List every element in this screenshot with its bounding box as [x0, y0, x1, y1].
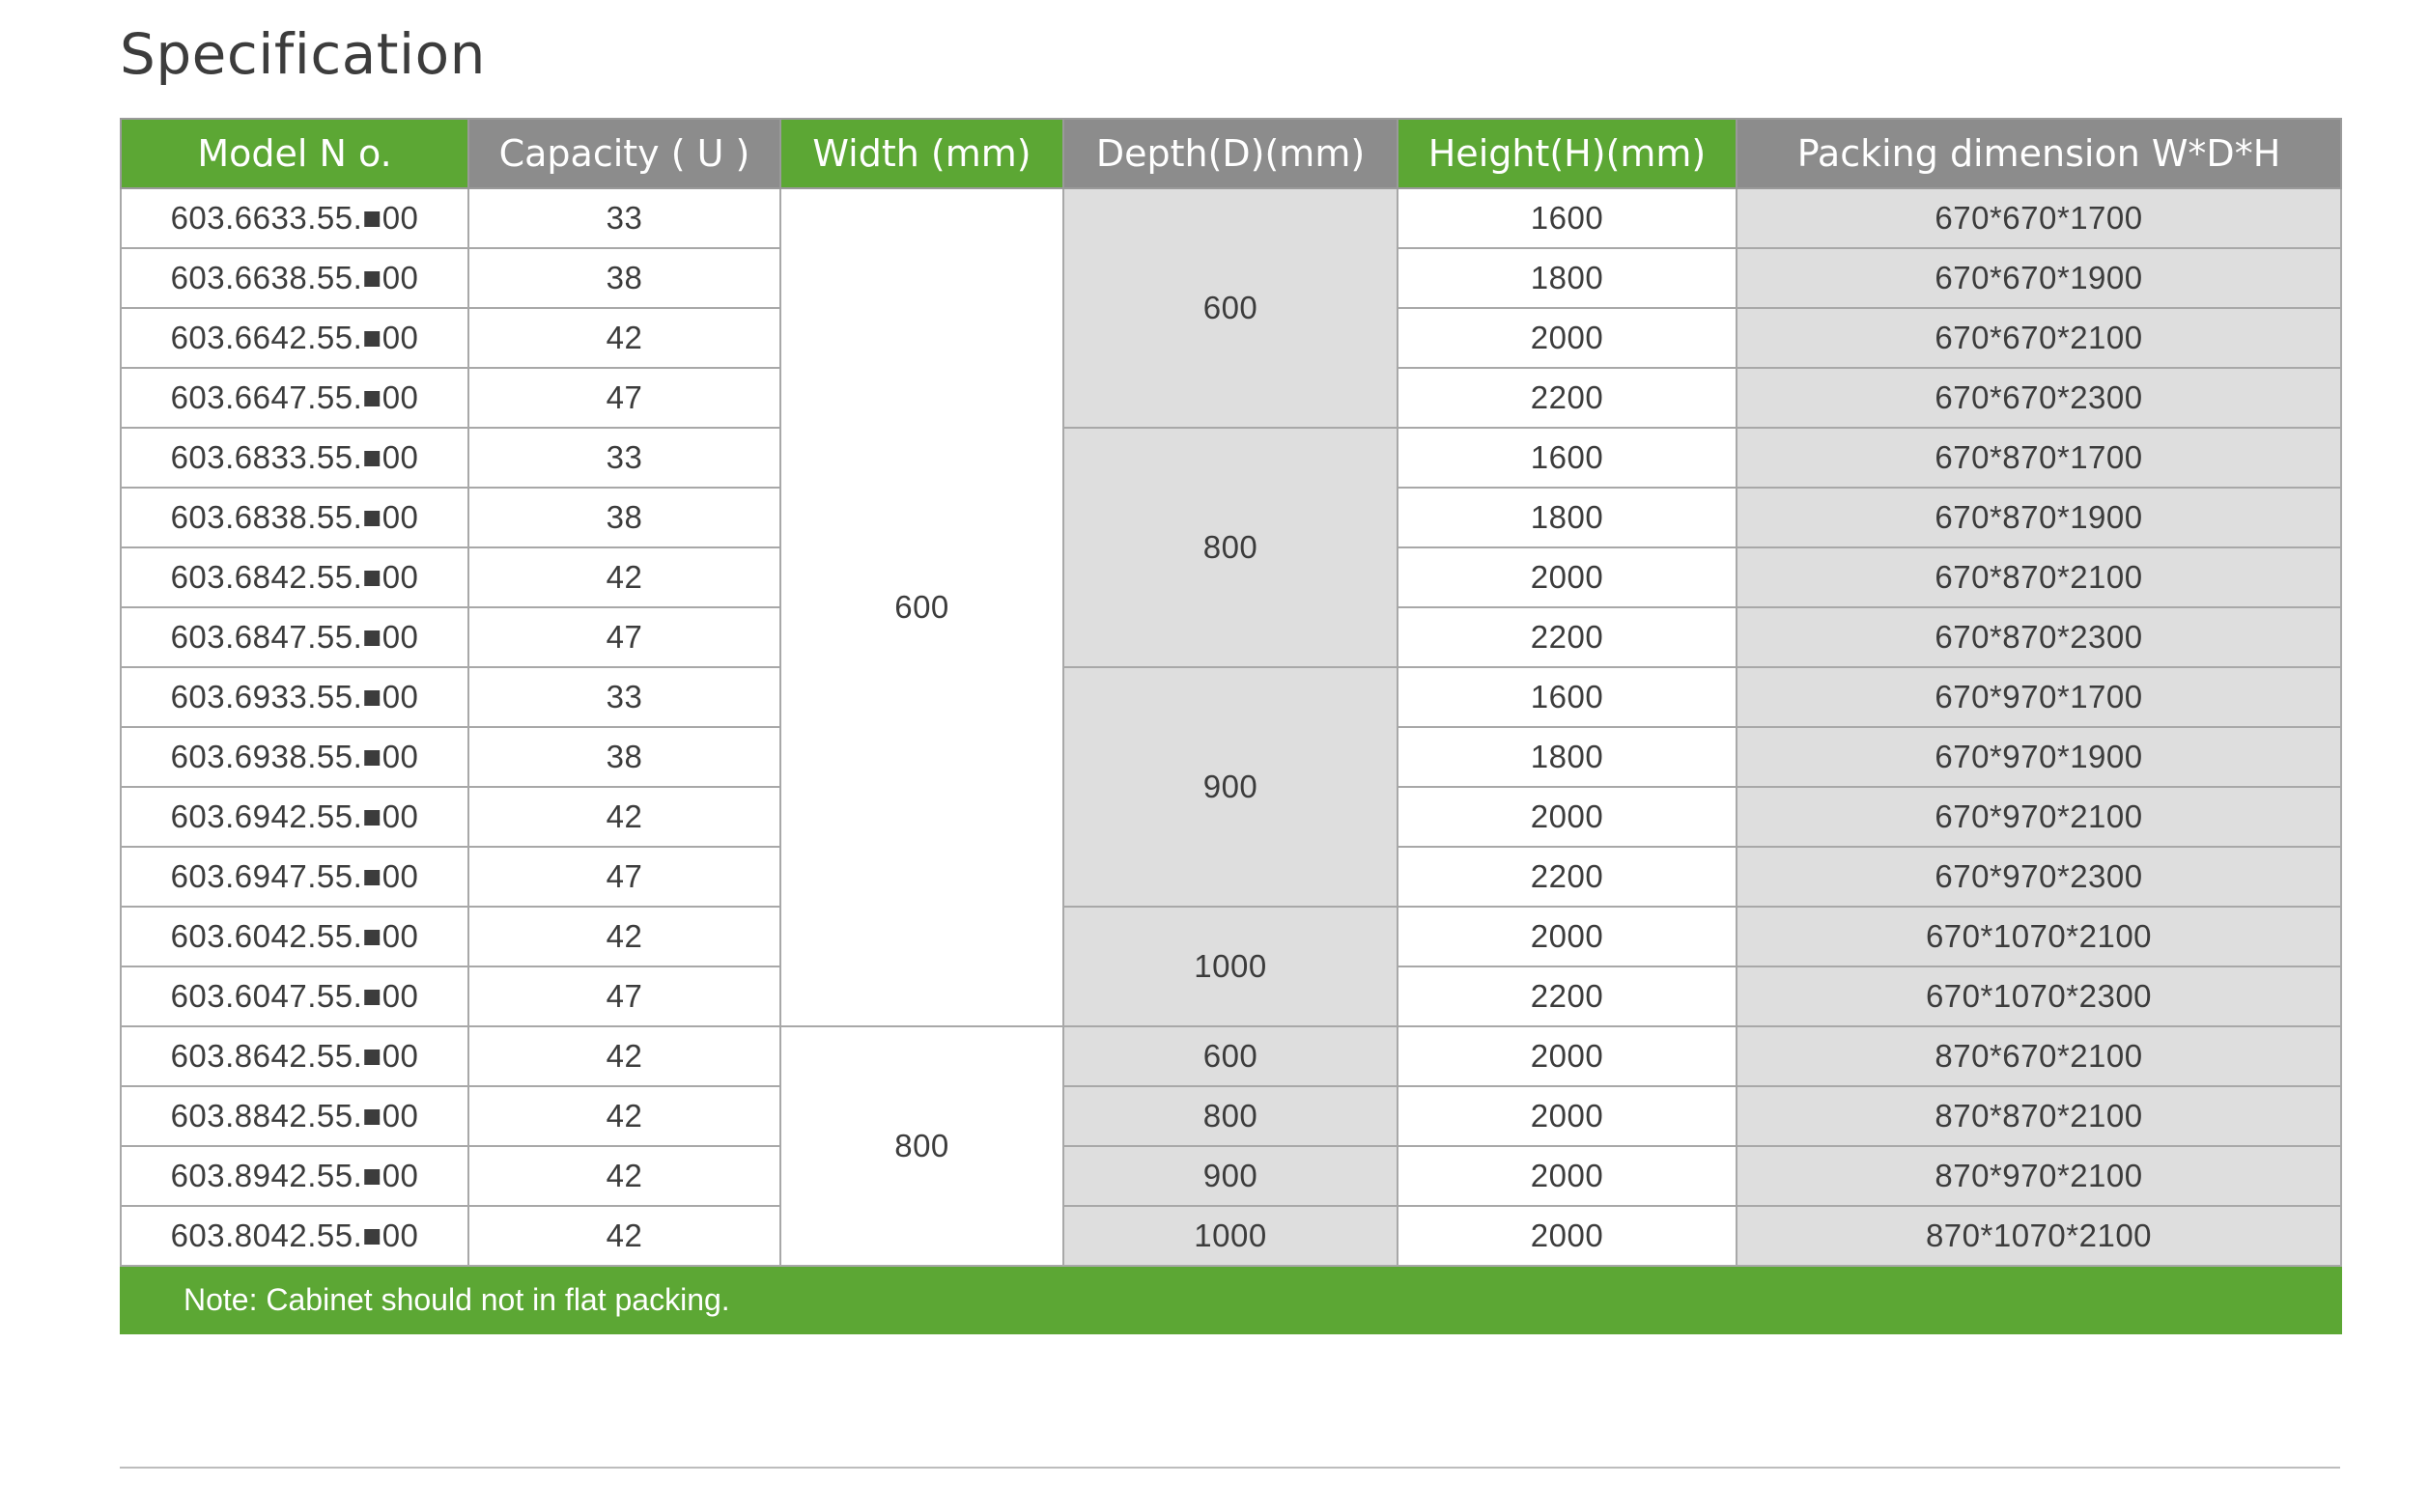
width-cell: 800: [780, 1026, 1063, 1266]
height-cell: 1600: [1398, 667, 1737, 727]
model-cell: 603.6042.55.■00: [121, 907, 468, 966]
packing-dimension-cell: 670*970*1700: [1737, 667, 2341, 727]
packing-dimension-cell: 670*970*2100: [1737, 787, 2341, 847]
model-cell: 603.6638.55.■00: [121, 248, 468, 308]
model-cell: 603.6642.55.■00: [121, 308, 468, 368]
table-row: [121, 1086, 2341, 1146]
packing-dimension-cell: 870*870*2100: [1737, 1086, 2341, 1146]
model-cell: 603.6933.55.■00: [121, 667, 468, 727]
capacity-cell: 42: [468, 1206, 780, 1266]
depth-cell: 900: [1063, 1146, 1398, 1206]
note-text: Note: Cabinet should not in flat packing.: [121, 1266, 2341, 1333]
model-cell: 603.6942.55.■00: [121, 787, 468, 847]
depth-cell: 600: [1063, 188, 1398, 428]
depth-cell: 800: [1063, 1086, 1398, 1146]
capacity-cell: 42: [468, 787, 780, 847]
bottom-divider: [120, 1467, 2340, 1469]
width-cell: 600: [780, 188, 1063, 1026]
page-title: Specification: [120, 21, 486, 87]
table-row: [121, 1206, 2341, 1266]
packing-dimension-cell: 670*670*2100: [1737, 308, 2341, 368]
packing-dimension-cell: 670*970*1900: [1737, 727, 2341, 787]
capacity-cell: 42: [468, 1026, 780, 1086]
table-header-row: [121, 119, 2341, 188]
capacity-cell: 42: [468, 1146, 780, 1206]
height-cell: 2000: [1398, 1026, 1737, 1086]
capacity-cell: 33: [468, 428, 780, 488]
height-cell: 2000: [1398, 308, 1737, 368]
model-cell: 603.6047.55.■00: [121, 966, 468, 1026]
table-row: [121, 428, 2341, 488]
packing-dimension-cell: 670*670*1700: [1737, 188, 2341, 248]
packing-dimension-cell: 870*1070*2100: [1737, 1206, 2341, 1266]
capacity-cell: 38: [468, 727, 780, 787]
header-capacity: Capacity ( U ): [468, 119, 780, 188]
height-cell: 2000: [1398, 1146, 1737, 1206]
table-row: [121, 907, 2341, 966]
height-cell: 2000: [1398, 907, 1737, 966]
model-cell: 603.6647.55.■00: [121, 368, 468, 428]
capacity-cell: 47: [468, 607, 780, 667]
height-cell: 2200: [1398, 368, 1737, 428]
table-body: [121, 188, 2341, 1266]
packing-dimension-cell: 670*1070*2100: [1737, 907, 2341, 966]
model-cell: 603.8042.55.■00: [121, 1206, 468, 1266]
depth-cell: 600: [1063, 1026, 1398, 1086]
depth-cell: 1000: [1063, 1206, 1398, 1266]
depth-cell: 1000: [1063, 907, 1398, 1026]
capacity-cell: 47: [468, 847, 780, 907]
model-cell: 603.8942.55.■00: [121, 1146, 468, 1206]
height-cell: 2200: [1398, 966, 1737, 1026]
height-cell: 1800: [1398, 727, 1737, 787]
capacity-cell: 47: [468, 368, 780, 428]
packing-dimension-cell: 670*870*1900: [1737, 488, 2341, 547]
packing-dimension-cell: 870*670*2100: [1737, 1026, 2341, 1086]
packing-dimension-cell: 870*970*2100: [1737, 1146, 2341, 1206]
header-depth: Depth(D)(mm): [1063, 119, 1398, 188]
packing-dimension-cell: 670*870*2300: [1737, 607, 2341, 667]
height-cell: 1800: [1398, 488, 1737, 547]
specification-table: [120, 118, 2342, 1334]
height-cell: 2000: [1398, 1206, 1737, 1266]
model-cell: 603.6838.55.■00: [121, 488, 468, 547]
model-cell: 603.6842.55.■00: [121, 547, 468, 607]
capacity-cell: 42: [468, 308, 780, 368]
height-cell: 2200: [1398, 847, 1737, 907]
capacity-cell: 42: [468, 907, 780, 966]
capacity-cell: 38: [468, 488, 780, 547]
height-cell: 2000: [1398, 787, 1737, 847]
capacity-cell: 33: [468, 667, 780, 727]
model-cell: 603.8842.55.■00: [121, 1086, 468, 1146]
height-cell: 1800: [1398, 248, 1737, 308]
capacity-cell: 38: [468, 248, 780, 308]
packing-dimension-cell: 670*670*2300: [1737, 368, 2341, 428]
model-cell: 603.6633.55.■00: [121, 188, 468, 248]
note-row: [121, 1266, 2341, 1333]
packing-dimension-cell: 670*870*2100: [1737, 547, 2341, 607]
height-cell: 1600: [1398, 428, 1737, 488]
model-cell: 603.6938.55.■00: [121, 727, 468, 787]
packing-dimension-cell: 670*670*1900: [1737, 248, 2341, 308]
capacity-cell: 42: [468, 1086, 780, 1146]
model-cell: 603.6847.55.■00: [121, 607, 468, 667]
height-cell: 2000: [1398, 1086, 1737, 1146]
header-width: Width (mm): [780, 119, 1063, 188]
capacity-cell: 33: [468, 188, 780, 248]
depth-cell: 800: [1063, 428, 1398, 667]
model-cell: 603.6833.55.■00: [121, 428, 468, 488]
header-packing-dimension: Packing dimension W*D*H: [1737, 119, 2341, 188]
table-row: [121, 1146, 2341, 1206]
table-row: [121, 188, 2341, 248]
height-cell: 2000: [1398, 547, 1737, 607]
height-cell: 1600: [1398, 188, 1737, 248]
header-height: Height(H)(mm): [1398, 119, 1737, 188]
height-cell: 2200: [1398, 607, 1737, 667]
packing-dimension-cell: 670*870*1700: [1737, 428, 2341, 488]
table-row: [121, 1026, 2341, 1086]
table-row: [121, 667, 2341, 727]
model-cell: 603.6947.55.■00: [121, 847, 468, 907]
packing-dimension-cell: 670*1070*2300: [1737, 966, 2341, 1026]
depth-cell: 900: [1063, 667, 1398, 907]
capacity-cell: 47: [468, 966, 780, 1026]
header-model-no: Model N o.: [121, 119, 468, 188]
model-cell: 603.8642.55.■00: [121, 1026, 468, 1086]
capacity-cell: 42: [468, 547, 780, 607]
packing-dimension-cell: 670*970*2300: [1737, 847, 2341, 907]
